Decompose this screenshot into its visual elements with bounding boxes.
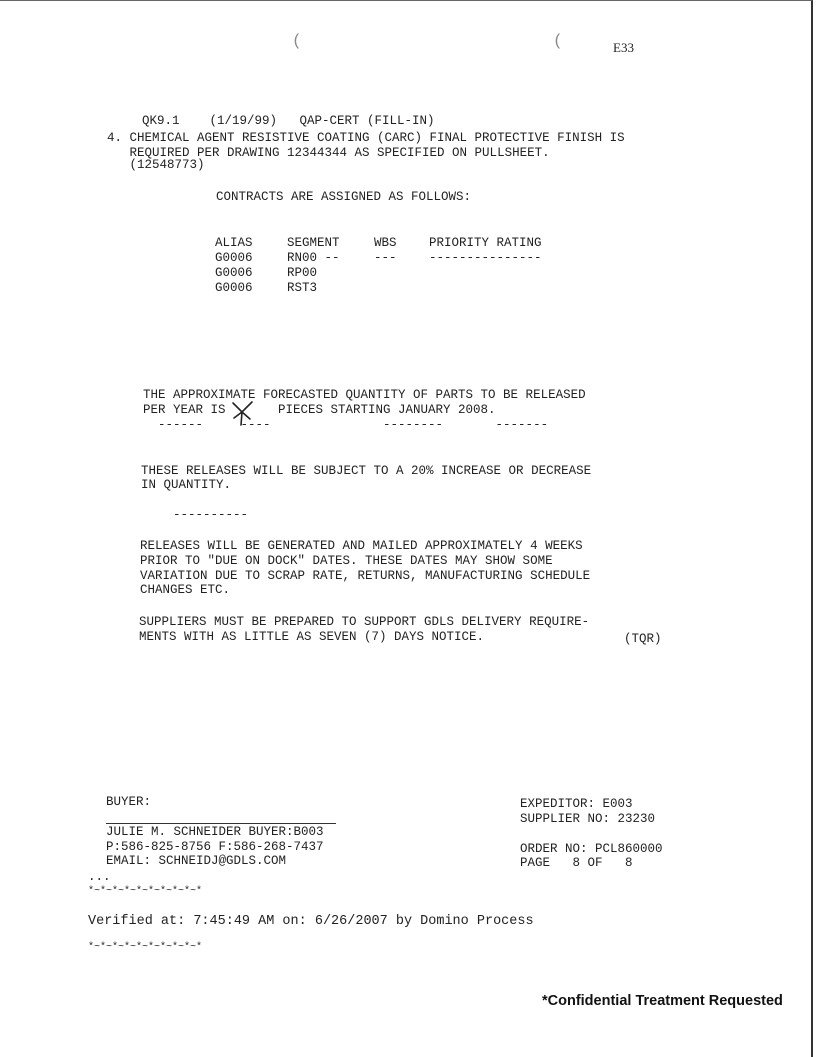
scan-mark: ( bbox=[553, 32, 563, 50]
variation-dashes: ---------- bbox=[173, 508, 249, 522]
table-cell-segment: RP00 bbox=[287, 266, 318, 280]
table-cell-wbs: --- bbox=[374, 251, 397, 265]
table-cell-priority: --------------- bbox=[429, 251, 542, 265]
buyer-name: JULIE M. SCHNEIDER BUYER:B003 bbox=[106, 825, 324, 839]
tqr-code: (TQR) bbox=[624, 632, 662, 646]
buyer-phone: P:586-825-8756 F:586-268-7437 bbox=[106, 840, 324, 854]
contracts-intro: CONTRACTS ARE ASSIGNED AS FOLLOWS: bbox=[216, 190, 472, 204]
table-cell-alias: G0006 bbox=[215, 251, 253, 265]
buyer-email: EMAIL: SCHNEIDJ@GDLS.COM bbox=[106, 854, 287, 868]
releases-line: RELEASES WILL BE GENERATED AND MAILED APPROXIMATELY 4 WEEKS bbox=[140, 539, 583, 553]
table-cell-segment: RN00 -- bbox=[287, 251, 340, 265]
item-line: (12548773) bbox=[107, 158, 205, 172]
buyer-label: BUYER: bbox=[106, 795, 152, 809]
page-number: PAGE 8 OF 8 bbox=[520, 856, 633, 870]
handwritten-asterisk-icon bbox=[230, 398, 256, 426]
variation-line: THESE RELEASES WILL BE SUBJECT TO A 20% INCREASE OR DECREASE bbox=[141, 464, 592, 478]
scan-mark: ( bbox=[292, 32, 302, 50]
forecast-line: THE APPROXIMATE FORECASTED QUANTITY OF PARTS TO BE RELEASED bbox=[143, 388, 586, 402]
releases-line: VARIATION DUE TO SCRAP RATE, RETURNS, MANUFACTURING SCHEDULE bbox=[140, 569, 591, 583]
ellipsis: ... bbox=[88, 870, 111, 884]
confidential-notice: *Confidential Treatment Requested bbox=[542, 993, 783, 1009]
signature-line bbox=[106, 823, 336, 824]
form-line: QK9.1 (1/19/99) QAP-CERT (FILL-IN) bbox=[142, 114, 435, 128]
forecast-dashes: ------ ---- -------- ------- bbox=[143, 418, 549, 432]
column-header-alias: ALIAS bbox=[215, 236, 253, 250]
suppliers-line: SUPPLIERS MUST BE PREPARED TO SUPPORT GDLS DELIVERY REQUIRE- bbox=[139, 615, 590, 629]
suppliers-line: MENTS WITH AS LITTLE AS SEVEN (7) DAYS NOTICE. bbox=[139, 630, 485, 644]
releases-line: CHANGES ETC. bbox=[140, 583, 231, 597]
item-line: REQUIRED PER DRAWING 12344344 AS SPECIFIED ON PULLSHEET. bbox=[107, 146, 550, 160]
verification-line: Verified at: 7:45:49 AM on: 6/26/2007 by Domino Process bbox=[88, 914, 534, 929]
expeditor: EXPEDITOR: E003 bbox=[520, 797, 633, 811]
star-separator: *~*~*~*~*~*~*~*~*~* bbox=[88, 942, 203, 953]
star-separator: *~*~*~*~*~*~*~*~*~* bbox=[88, 886, 203, 897]
forecast-line: PER YEAR IS PIECES STARTING JANUARY 2008. bbox=[143, 403, 496, 417]
releases-line: PRIOR TO "DUE ON DOCK" DATES. THESE DATES MAY SHOW SOME bbox=[140, 554, 553, 568]
column-header-segment: SEGMENT bbox=[287, 236, 340, 250]
variation-line: IN QUANTITY. bbox=[141, 478, 232, 492]
table-cell-segment: RST3 bbox=[287, 281, 318, 295]
order-number: ORDER NO: PCL860000 bbox=[520, 842, 663, 856]
page-id: E33 bbox=[613, 40, 634, 55]
column-header-priority: PRIORITY RATING bbox=[429, 236, 542, 250]
supplier-number: SUPPLIER NO: 23230 bbox=[520, 812, 656, 826]
table-cell-alias: G0006 bbox=[215, 281, 253, 295]
item-line: 4. CHEMICAL AGENT RESISTIVE COATING (CARC) FINAL PROTECTIVE FINISH IS bbox=[107, 131, 625, 145]
table-cell-alias: G0006 bbox=[215, 266, 253, 280]
column-header-wbs: WBS bbox=[374, 236, 397, 250]
